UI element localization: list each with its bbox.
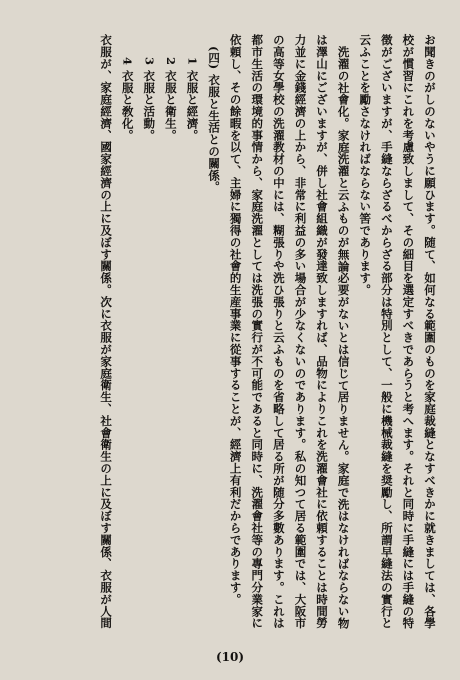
text-line: 衣服が、家庭經濟、國家經濟の上に及ぼす關係。次に衣服が家庭衛生、社會衛生の上に及ぼす關係、衣服が人間 xyxy=(99,34,114,629)
text-line: の高等女學校の洗濯教材の中には、糊張りや洗ひ張りと云ふものを省略して居る所が随分多數あります。これは xyxy=(271,34,286,629)
body-text xyxy=(16,34,440,632)
text-line: は澤山にございますが、併し社會組織が發達致しますれば、品物によりこれを洗濯會社に依頼することは時間勞 xyxy=(315,34,330,629)
section-heading: (四) 衣服と生活との關係。 xyxy=(207,45,222,193)
text-line: 云ふことを勵さなければならない筈であります。 xyxy=(358,34,373,296)
text-line: お聞きのがしのないやうに願ひます。随て、如何なる範圍のものを家庭裁縫となすべきかに就きましては、各學 xyxy=(423,34,437,629)
text-line: 都市生活の環境的事情から、家庭洗濯としては洗張の實行が不可能であると同時に、洗濯會社等の專門分業家に xyxy=(250,34,265,629)
page-number: (10) xyxy=(215,650,245,664)
list-item: 1 衣服と經濟。 xyxy=(185,57,200,142)
list-item: 3 衣服と活動。 xyxy=(142,57,157,142)
text-line: 校が慣習にこれを考慮致しまして、その細目を選定すべきであらうと考へます。それと同時に手縫には手縫の特 xyxy=(401,34,416,629)
list-item: 2 衣服と衛生。 xyxy=(163,57,178,142)
text-line: 力並に金錢經濟の上から、非常に利益の多い場合が少なくないのであります。私の知つて居る範圍では、大阪市 xyxy=(293,34,308,629)
text-line: 依頼し、その餘暇を以て、主婦に獨得の社會的生産事業に從事することが、經濟上有利だからであります。 xyxy=(228,34,243,606)
text-line: 徴がございますが、手縫ならざるべからざる部分は特別として、一般に機械裁縫を奨勵し、所謂早縫法の實行と xyxy=(379,34,394,629)
list-item: 4 衣服と敎化。 xyxy=(120,57,135,142)
text-line: 洗濯の社會化。家庭洗濯と云ふものが無論必要がないとは信じて居りません。家庭で洗はなければならない物 xyxy=(336,45,351,629)
